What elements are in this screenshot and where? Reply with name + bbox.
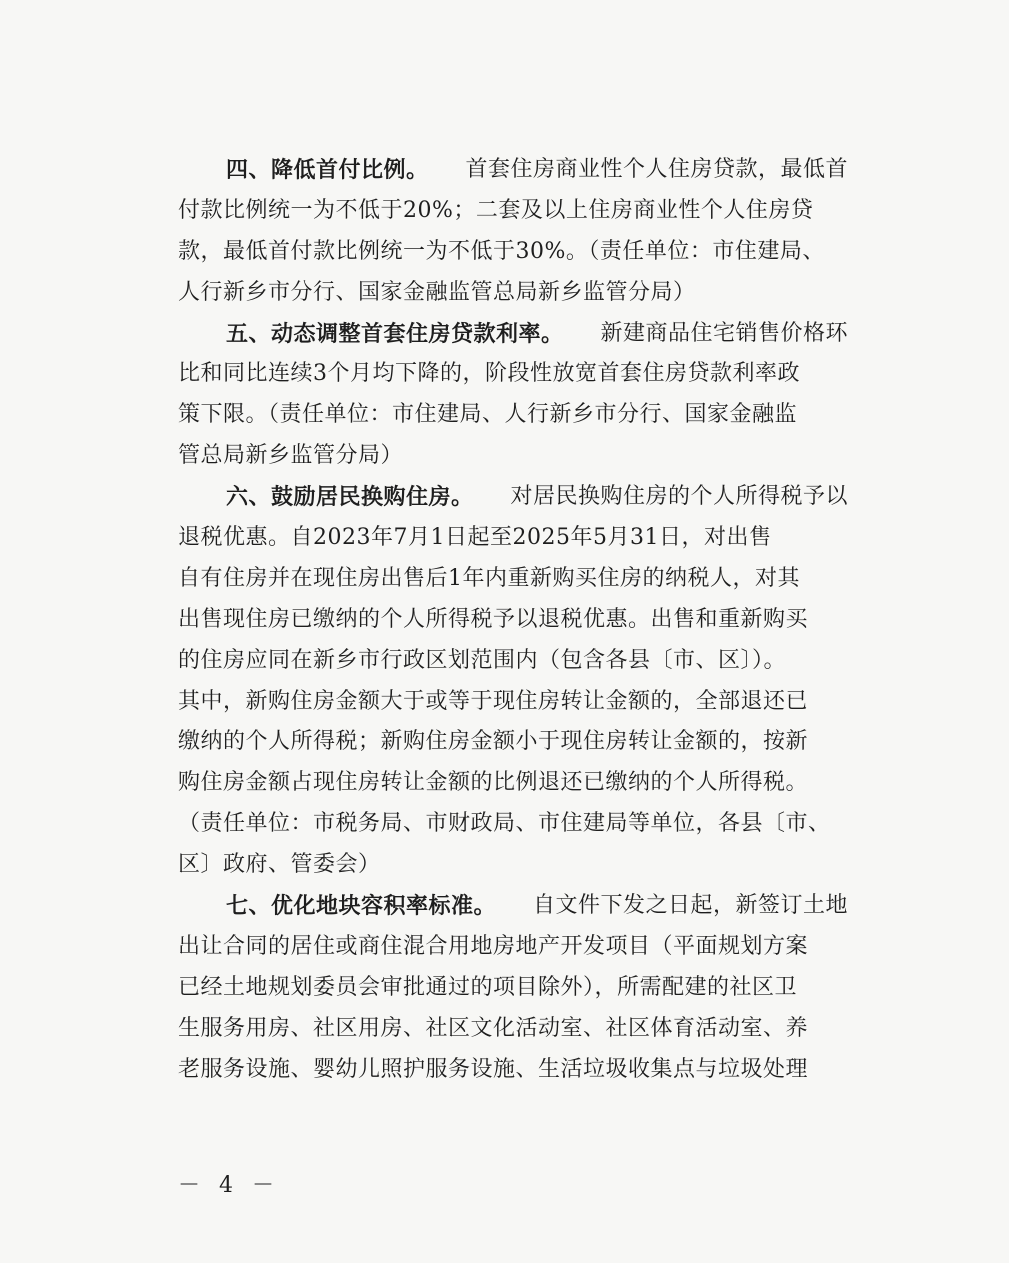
section-6-line-7: 缴纳的个人所得税；新购住房金额小于现住房转让金额的，按新	[178, 729, 809, 755]
section-6-line-3: 自有住房并在现住房出售后1年内重新购买住房的纳税人，对其	[178, 565, 800, 591]
section-6-line-9: （责任单位：市税务局、市财政局、市住建局等单位，各县〔市、	[178, 811, 831, 837]
section-6-line	[178, 641, 848, 682]
section-6-line	[178, 763, 848, 804]
section-6-line-6: 其中，新购住房金额大于或等于现住房转让金额的，全部退还已	[178, 688, 809, 714]
section-4-line-3: 款，最低首付款比例统一为不低于30%。（责任单位：市住建局、	[178, 238, 825, 264]
section-5-line-3: 策下限。（责任单位：市住建局、人行新乡市分行、国家金融监	[178, 402, 798, 428]
section-7-line	[178, 968, 848, 1009]
section-6-heading: 六、鼓励居民换购住房。	[226, 484, 474, 511]
section-6-line	[178, 559, 848, 600]
section-6-line-10: 区〕政府、管委会）	[178, 852, 381, 878]
section-5-line-2: 比和同比连续3个月均下降的，阶段性放宽首套住房贷款利率政	[178, 361, 800, 387]
section-6-line	[178, 600, 848, 641]
section-6-line	[178, 722, 848, 763]
section-4-line-2: 付款比例统一为不低于20%；二套及以上住房商业性个人住房贷	[178, 197, 814, 223]
section-4-line	[178, 191, 848, 232]
section-7-first-line	[178, 886, 848, 927]
section-6-line	[178, 804, 848, 845]
section-5-line	[178, 395, 848, 436]
section-4-heading: 四、降低首付比例。	[226, 157, 429, 183]
section-6-first-line	[178, 477, 848, 518]
section-7-line-5: 老服务设施、婴幼儿照护服务设施、生活垃圾收集点与垃圾处理	[178, 1056, 809, 1082]
page-number: － 4 －	[178, 1173, 280, 1198]
section-4-line	[178, 232, 848, 273]
section-6-line	[178, 845, 848, 886]
section-5-line-1: 新建商品住宅销售价格环	[600, 320, 848, 346]
section-7-line	[178, 1009, 848, 1050]
section-4-line-1: 首套住房商业性个人住房贷款，最低首	[465, 157, 848, 182]
section-6-line-5: 的住房应同在新乡市行政区划范围内（包含各县〔市、区〕）。	[178, 647, 787, 673]
section-7-line-4: 生服务用房、社区用房、社区文化活动室、社区体育活动室、养	[178, 1015, 809, 1041]
section-7-line-2: 出让合同的居住或商住混合用地房地产开发项目（平面规划方案	[178, 933, 809, 959]
section-7-heading: 七、优化地块容积率标准。	[226, 893, 497, 920]
section-6-line-1: 对居民换购住房的个人所得税予以	[510, 484, 848, 510]
section-4-line	[178, 273, 848, 314]
section-5-line	[178, 354, 848, 395]
section-6-line-8: 购住房金额占现住房转让金额的比例退还已缴纳的个人所得税。	[178, 770, 809, 796]
section-6-line-4: 出售现住房已缴纳的个人所得税予以退税优惠。出售和重新购买	[178, 606, 809, 632]
section-4-line-4: 人行新乡市分行、国家金融监管总局新乡监管分局）	[178, 279, 696, 305]
section-5-line	[178, 436, 848, 477]
section-7-line	[178, 1050, 848, 1091]
section-4-first-line	[178, 150, 848, 191]
section-6-line-2: 退税优惠。自2023年7月1日起至2025年5月31日，对出售	[178, 525, 772, 551]
section-7-line-3: 已经土地规划委员会审批通过的项目除外），所需配建的社区卫	[178, 974, 798, 1000]
section-5-heading: 五、动态调整首套住房贷款利率。	[226, 320, 564, 347]
section-5-line-4: 管总局新乡监管分局）	[178, 443, 404, 469]
section-7-line-1: 自文件下发之日起，新签订土地	[532, 893, 848, 919]
document-body	[178, 150, 848, 1090]
section-6-line	[178, 682, 848, 723]
section-6-line	[178, 518, 848, 559]
section-7-line	[178, 927, 848, 968]
section-5-first-line	[178, 314, 848, 355]
